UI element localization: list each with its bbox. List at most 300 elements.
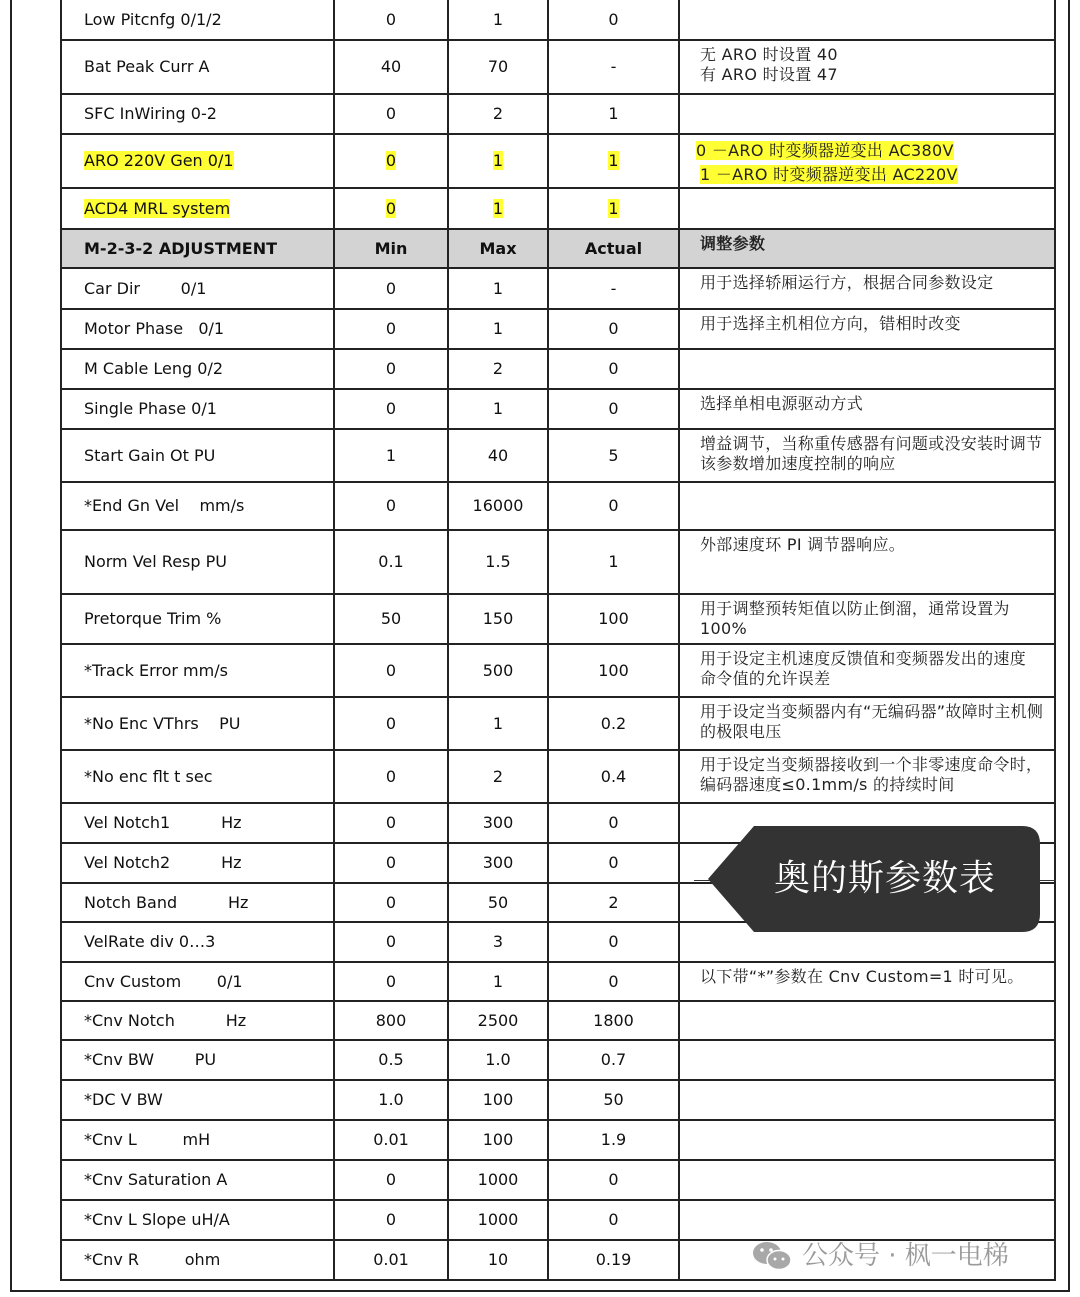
param-name-cell	[61, 644, 334, 697]
param-max: 1	[492, 319, 504, 338]
param-actual-cell	[548, 94, 679, 134]
param-note-line: 的极限电压	[700, 722, 782, 741]
param-note-line: 用于选择主机相位方向，错相时改变	[700, 314, 961, 333]
param-min-cell	[334, 268, 448, 309]
param-name: Start Gain Ot PU	[84, 445, 216, 465]
table-row	[61, 594, 1055, 644]
page-frame-left	[10, 0, 12, 1292]
param-max-cell	[448, 962, 548, 1001]
param-max: Max	[479, 238, 517, 258]
param-max-cell	[448, 530, 548, 594]
param-max-cell	[448, 750, 548, 803]
param-actual: 100	[598, 609, 629, 628]
param-name-cell	[61, 188, 334, 229]
table-row	[61, 268, 1055, 309]
table-header-row	[61, 229, 1055, 268]
table-row	[61, 1040, 1055, 1080]
watermark-tag	[708, 826, 1040, 932]
param-min-cell	[334, 644, 448, 697]
param-actual-cell	[548, 1200, 679, 1240]
param-note-cell	[679, 188, 1055, 229]
table-row	[61, 482, 1055, 530]
param-actual-cell	[548, 803, 679, 843]
param-min: 0	[385, 932, 397, 951]
param-name: Single Phase 0/1	[84, 399, 217, 418]
param-name: Cnv Custom 0/1	[84, 971, 243, 991]
param-actual: 50	[603, 1090, 624, 1109]
table-row	[61, 1200, 1055, 1240]
param-name-cell	[61, 349, 334, 389]
param-name-cell	[61, 594, 334, 644]
param-actual-cell	[548, 922, 679, 962]
param-name: Norm Vel Resp PU	[84, 552, 227, 571]
param-actual: 1.9	[600, 1130, 627, 1149]
param-min: 0	[385, 278, 397, 298]
param-name: Pretorque Trim %	[84, 609, 222, 628]
param-min-cell	[334, 1200, 448, 1240]
param-name-cell	[61, 482, 334, 530]
param-min-cell	[334, 429, 448, 482]
param-min-cell	[334, 843, 448, 883]
param-name-cell	[61, 1240, 334, 1280]
param-max-cell	[448, 94, 548, 134]
param-actual: 0	[608, 496, 619, 515]
param-max: 1.0	[485, 1050, 511, 1069]
param-note-cell	[679, 349, 1055, 389]
param-min: 0	[385, 813, 397, 832]
param-max-cell	[448, 1001, 548, 1040]
param-note-line: 无 ARO 时设置 40	[700, 45, 838, 64]
param-actual: 100	[598, 660, 629, 680]
table-row	[61, 389, 1055, 429]
param-max: 500	[482, 660, 514, 680]
param-note-line: 用于设定主机速度反馈值和变频器发出的速度	[700, 649, 1027, 668]
parameter-table	[60, 0, 1056, 1281]
param-actual-cell	[548, 843, 679, 883]
param-max: 300	[482, 813, 514, 832]
param-note-line: 100%	[700, 619, 747, 638]
param-name-cell	[61, 697, 334, 750]
param-note-cell	[679, 1040, 1055, 1080]
param-note-line: 用于选择轿厢运行方，根据合同参数设定	[700, 273, 994, 292]
param-max: 1	[492, 151, 504, 170]
param-note-cell	[679, 1200, 1055, 1240]
param-min: 0	[385, 971, 397, 991]
param-max: 1000	[477, 1170, 519, 1189]
param-name-cell	[61, 40, 334, 94]
param-min: 0	[385, 319, 397, 338]
param-note-cell	[679, 482, 1055, 530]
param-actual: 0	[608, 853, 619, 872]
param-min: 0.5	[378, 1050, 404, 1069]
param-max: 1000	[477, 1210, 519, 1229]
param-max-cell	[448, 349, 548, 389]
param-max-cell	[448, 1120, 548, 1160]
param-actual-cell	[548, 349, 679, 389]
watermark-tag-text: 奥的斯参数表	[774, 858, 997, 899]
table-row	[61, 1120, 1055, 1160]
param-min: 50	[380, 609, 402, 628]
param-name-cell	[61, 268, 334, 309]
param-name: *Cnv L mH	[84, 1130, 211, 1149]
param-actual-cell	[548, 962, 679, 1001]
param-actual-cell	[548, 883, 679, 922]
param-note-line: 命令值的允许误差	[700, 669, 831, 688]
param-max: 2	[492, 766, 504, 786]
param-max: 70	[487, 57, 509, 76]
param-note-cell	[679, 594, 1055, 644]
param-min: 0	[385, 1210, 397, 1229]
param-note-cell	[679, 229, 1055, 268]
param-actual-cell	[548, 0, 679, 40]
param-note-cell	[679, 644, 1055, 697]
param-name: Motor Phase 0/1	[84, 319, 225, 338]
param-min: 1.0	[378, 1090, 404, 1109]
param-actual-cell	[548, 389, 679, 429]
table-row	[61, 40, 1055, 94]
param-actual: 0.4	[600, 766, 627, 786]
param-max: 50	[487, 892, 509, 912]
param-max: 1	[492, 399, 504, 418]
param-actual: -	[610, 57, 617, 76]
param-name: *No Enc VThrs PU	[84, 713, 241, 733]
param-name-cell	[61, 750, 334, 803]
param-name: ARO 220V Gen 0/1	[84, 151, 234, 170]
param-actual: 1	[608, 198, 619, 218]
param-name: M-2-3-2 ADJUSTMENT	[84, 238, 278, 258]
param-actual-cell	[548, 309, 679, 349]
param-actual-cell	[548, 229, 679, 268]
param-note-cell	[679, 40, 1055, 94]
param-note-cell	[679, 1080, 1055, 1120]
table-row	[61, 750, 1055, 803]
param-min: 0	[385, 660, 397, 680]
param-actual-cell	[548, 644, 679, 697]
param-name-cell	[61, 309, 334, 349]
table-row	[61, 349, 1055, 389]
param-name-cell	[61, 0, 334, 40]
param-min-cell	[334, 1120, 448, 1160]
param-min-cell	[334, 309, 448, 349]
param-actual-cell	[548, 40, 679, 94]
param-name: SFC InWiring 0-2	[84, 104, 217, 123]
param-note-cell	[679, 1001, 1055, 1040]
param-name-cell	[61, 1001, 334, 1040]
param-note-cell	[679, 429, 1055, 482]
param-min: 0.1	[378, 552, 404, 571]
param-min: 0	[385, 9, 397, 29]
table-row	[61, 0, 1055, 40]
param-min: 0.01	[373, 1250, 409, 1269]
param-max-cell	[448, 843, 548, 883]
param-note-cell	[679, 134, 1055, 188]
param-actual-cell	[548, 750, 679, 803]
param-max-cell	[448, 429, 548, 482]
param-name-cell	[61, 962, 334, 1001]
param-min: 0	[385, 892, 397, 912]
param-name: *No enc flt t sec	[84, 766, 213, 786]
param-max: 10	[487, 1250, 509, 1269]
param-min-cell	[334, 697, 448, 750]
param-min: 0	[385, 104, 397, 123]
param-actual: 0.19	[595, 1250, 632, 1269]
param-note-line: 外部速度环 PI 调节器响应。	[700, 535, 906, 554]
param-actual-cell	[548, 134, 679, 188]
param-name-cell	[61, 229, 334, 268]
table-row	[61, 1001, 1055, 1040]
param-min: 800	[375, 1010, 407, 1030]
param-max-cell	[448, 1160, 548, 1200]
param-max-cell	[448, 1240, 548, 1280]
param-actual-cell	[548, 1120, 679, 1160]
param-min: 0	[385, 151, 397, 170]
param-max: 100	[482, 1090, 514, 1109]
param-note-line: 0 －ARO 时变频器逆变出 AC380V	[696, 141, 954, 160]
param-max-cell	[448, 1040, 548, 1080]
param-actual: 0	[608, 1170, 619, 1189]
param-actual-cell	[548, 1240, 679, 1280]
param-note-line: 选择单相电源驱动方式	[700, 394, 864, 413]
param-note-cell	[679, 268, 1055, 309]
param-actual: 0	[608, 932, 619, 951]
param-min-cell	[334, 803, 448, 843]
param-min-cell	[334, 349, 448, 389]
param-min-cell	[334, 1160, 448, 1200]
param-name: *Cnv Saturation A	[84, 1170, 228, 1189]
param-actual-cell	[548, 530, 679, 594]
param-min: 0.01	[373, 1130, 409, 1149]
param-max-cell	[448, 40, 548, 94]
param-max-cell	[448, 134, 548, 188]
param-actual-cell	[548, 482, 679, 530]
param-max-cell	[448, 803, 548, 843]
param-note-line: 有 ARO 时设置 47	[700, 65, 838, 84]
param-max: 300	[482, 853, 514, 872]
param-name-cell	[61, 134, 334, 188]
param-note-cell	[679, 0, 1055, 40]
param-min-cell	[334, 229, 448, 268]
param-max-cell	[448, 268, 548, 309]
param-max-cell	[448, 188, 548, 229]
param-name: Bat Peak Curr A	[84, 57, 210, 76]
param-actual: 1800	[593, 1010, 634, 1030]
param-name-cell	[61, 843, 334, 883]
table-row	[61, 697, 1055, 750]
param-min: 0	[385, 853, 397, 872]
param-max: 1	[492, 713, 504, 733]
param-max-cell	[448, 229, 548, 268]
table-row	[61, 530, 1055, 594]
param-actual: 1	[608, 151, 619, 170]
param-note-line: 以下带“*”参数在 Cnv Custom=1 时可见。	[700, 967, 1024, 986]
table-row	[61, 1160, 1055, 1200]
param-min-cell	[334, 962, 448, 1001]
param-min-cell	[334, 594, 448, 644]
param-name: *DC V BW	[84, 1090, 163, 1109]
param-min-cell	[334, 134, 448, 188]
param-actual-cell	[548, 1001, 679, 1040]
param-max: 1	[492, 9, 504, 29]
param-min-cell	[334, 1001, 448, 1040]
param-actual: 0	[608, 359, 619, 378]
param-name-cell	[61, 1040, 334, 1080]
param-actual: -	[610, 278, 617, 298]
param-name-cell	[61, 530, 334, 594]
param-name: VelRate div 0…3	[84, 932, 216, 951]
param-name-cell	[61, 803, 334, 843]
param-note-cell	[679, 1160, 1055, 1200]
param-min-cell	[334, 482, 448, 530]
param-note-cell	[679, 962, 1055, 1001]
param-actual-cell	[548, 1040, 679, 1080]
param-name: *End Gn Vel mm/s	[84, 496, 245, 515]
param-actual: 5	[608, 445, 619, 465]
param-name-cell	[61, 1160, 334, 1200]
param-min: Min	[374, 238, 408, 258]
param-actual-cell	[548, 1160, 679, 1200]
param-max: 1	[492, 198, 504, 218]
param-name-cell	[61, 429, 334, 482]
param-max-cell	[448, 1080, 548, 1120]
param-actual-cell	[548, 268, 679, 309]
param-min: 0	[385, 766, 397, 786]
param-actual: 0.2	[600, 713, 627, 733]
param-max: 2	[492, 104, 504, 123]
param-min: 0	[385, 713, 397, 733]
param-actual-cell	[548, 697, 679, 750]
param-note-cell	[679, 750, 1055, 803]
param-note-line: 用于设定当变频器内有“无编码器”故障时主机侧	[700, 702, 1044, 721]
param-min-cell	[334, 922, 448, 962]
param-min-cell	[334, 1080, 448, 1120]
param-min-cell	[334, 94, 448, 134]
param-name: Notch Band Hz	[84, 892, 249, 912]
param-actual: 0	[608, 9, 619, 29]
param-note-line: 调整参数	[700, 234, 766, 253]
param-max: 2500	[477, 1010, 519, 1030]
param-actual-cell	[548, 1080, 679, 1120]
param-note-cell	[679, 697, 1055, 750]
wechat-icon	[752, 1240, 792, 1272]
param-note-line: 用于设定当变频器接收到一个非零速度命令时，	[700, 755, 1043, 774]
param-name: *Cnv Notch Hz	[84, 1010, 247, 1030]
param-min: 1	[385, 445, 397, 465]
param-min-cell	[334, 883, 448, 922]
param-name: M Cable Leng 0/2	[84, 359, 224, 378]
param-note-cell	[679, 530, 1055, 594]
param-max: 16000	[472, 496, 524, 515]
param-name-cell	[61, 1120, 334, 1160]
wechat-watermark-text: 公众号 · 枫一电梯	[802, 1241, 1009, 1271]
param-max-cell	[448, 922, 548, 962]
param-max-cell	[448, 883, 548, 922]
table-row	[61, 188, 1055, 229]
param-max-cell	[448, 482, 548, 530]
param-actual: 0	[608, 399, 619, 418]
param-actual: 2	[608, 892, 619, 912]
param-min: 0	[385, 1170, 397, 1189]
param-note-line: 用于调整预转矩值以防止倒溜，通常设置为	[700, 599, 1010, 618]
param-name: Vel Notch2 Hz	[84, 853, 242, 872]
param-name: Car Dir 0/1	[84, 278, 207, 298]
param-max: 2	[492, 359, 504, 378]
param-max: 100	[482, 1130, 514, 1149]
param-name: Vel Notch1 Hz	[84, 813, 242, 832]
table-row	[61, 429, 1055, 482]
param-max-cell	[448, 1200, 548, 1240]
param-note-cell	[679, 1120, 1055, 1160]
param-name: ACD4 MRL system	[84, 198, 231, 218]
page-frame-bottom	[10, 1290, 1070, 1292]
param-min-cell	[334, 1240, 448, 1280]
param-max-cell	[448, 0, 548, 40]
param-note-line: 该参数增加速度控制的响应	[700, 454, 896, 473]
param-actual-cell	[548, 188, 679, 229]
param-name-cell	[61, 1080, 334, 1120]
table-row	[61, 644, 1055, 697]
param-max: 1	[492, 278, 504, 298]
page-frame-right	[1068, 0, 1070, 1292]
param-max-cell	[448, 309, 548, 349]
param-name-cell	[61, 94, 334, 134]
param-note-line: 编码器速度≤0.1mm/s 的持续时间	[700, 775, 955, 794]
param-min: 0	[385, 198, 397, 218]
param-min-cell	[334, 40, 448, 94]
param-note-cell	[679, 309, 1055, 349]
table-row	[61, 94, 1055, 134]
table-row	[61, 134, 1055, 188]
param-name: Low Pitcnfg 0/1/2	[84, 9, 222, 29]
param-min: 0	[385, 359, 397, 378]
param-note-line: 增益调节，当称重传感器有问题或没安装时调节	[700, 434, 1043, 453]
param-max-cell	[448, 697, 548, 750]
param-min-cell	[334, 188, 448, 229]
param-min-cell	[334, 389, 448, 429]
param-min-cell	[334, 0, 448, 40]
param-name: *Cnv BW PU	[84, 1050, 217, 1069]
param-actual: 1	[608, 552, 619, 571]
param-max: 150	[482, 609, 514, 628]
param-actual: 0	[608, 971, 619, 991]
table-row	[61, 962, 1055, 1001]
param-min-cell	[334, 530, 448, 594]
param-name-cell	[61, 389, 334, 429]
param-actual: Actual	[584, 238, 643, 258]
param-max: 40	[487, 445, 509, 465]
param-name: *Cnv L Slope uH/A	[84, 1210, 230, 1229]
param-min: 40	[380, 57, 402, 76]
param-note-cell	[679, 389, 1055, 429]
param-name: *Cnv R ohm	[84, 1250, 221, 1269]
param-min-cell	[334, 750, 448, 803]
param-name: *Track Error mm/s	[84, 660, 228, 680]
param-note-cell	[679, 94, 1055, 134]
param-actual: 0.7	[600, 1050, 627, 1069]
param-min: 0	[385, 399, 397, 418]
param-max-cell	[448, 594, 548, 644]
table-row	[61, 309, 1055, 349]
param-max-cell	[448, 389, 548, 429]
param-name-cell	[61, 1200, 334, 1240]
param-actual: 1	[608, 104, 619, 123]
param-actual-cell	[548, 429, 679, 482]
param-min: 0	[385, 496, 397, 515]
param-max: 1.5	[485, 552, 511, 571]
param-note-line: 1 －ARO 时变频器逆变出 AC220V	[700, 165, 958, 184]
table-row	[61, 1080, 1055, 1120]
param-max-cell	[448, 644, 548, 697]
param-max: 3	[492, 932, 504, 951]
